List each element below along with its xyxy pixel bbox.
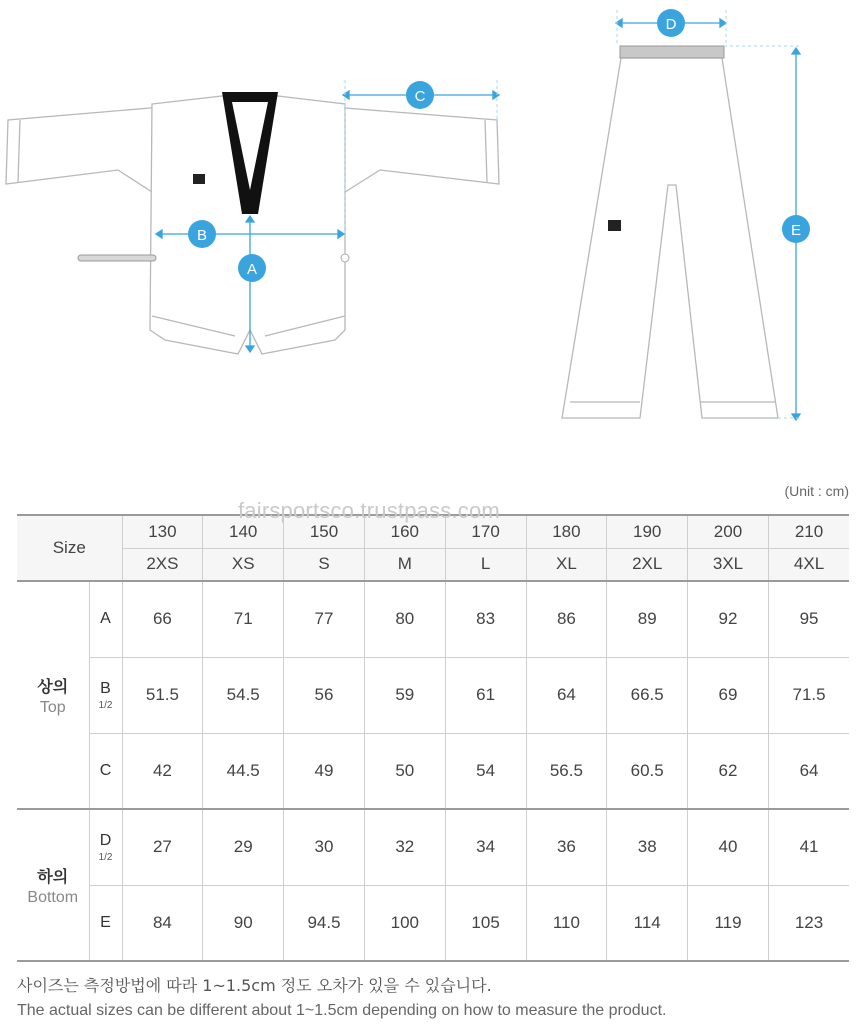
height-header: 140 <box>203 515 284 548</box>
uniform-measurement-diagram <box>0 0 857 450</box>
measurement-code: E <box>100 913 111 931</box>
label-b: B <box>196 227 208 244</box>
measurement-value: 105 <box>445 885 526 961</box>
size-chart-table <box>17 514 849 962</box>
header-row-heights <box>17 515 849 548</box>
top-label-korean: 상의 <box>37 676 69 696</box>
measurement-code: A <box>100 610 111 628</box>
measurement-value: 119 <box>688 885 769 961</box>
measurement-value: 123 <box>768 885 849 961</box>
button-icon <box>341 254 349 262</box>
measurement-value: 51.5 <box>122 657 203 733</box>
measurement-value: 38 <box>607 809 688 885</box>
height-header: 180 <box>526 515 607 548</box>
label-c: C <box>414 88 426 105</box>
measurement-value: 32 <box>364 809 445 885</box>
half-indicator: 1/2 <box>98 851 113 863</box>
size-label-header: M <box>364 548 445 581</box>
label-e-marker <box>782 215 810 243</box>
label-b-marker <box>188 220 216 248</box>
measurement-code: B <box>100 679 111 697</box>
label-e: E <box>790 222 802 239</box>
measurement-value: 90 <box>203 885 284 961</box>
measurement-value: 92 <box>688 581 769 657</box>
measurement-value: 34 <box>445 809 526 885</box>
table-row <box>17 885 849 961</box>
size-label-header: 4XL <box>768 548 849 581</box>
header-row-labels <box>17 548 849 581</box>
height-header: 190 <box>607 515 688 548</box>
measurement-value: 71 <box>203 581 284 657</box>
measurement-value: 59 <box>364 657 445 733</box>
measurement-value: 64 <box>768 733 849 809</box>
size-note-english: The actual sizes can be different about 1~1.5cm depending on how to measure the product. <box>17 1002 667 1019</box>
top-group-label <box>17 581 89 809</box>
measurement-value: 60.5 <box>607 733 688 809</box>
measurement-code: D <box>99 831 112 849</box>
pants-logo-icon <box>608 220 621 231</box>
size-label-header: S <box>284 548 365 581</box>
size-note-korean: 사이즈는 측정방법에 따라 1~1.5cm 정도 오차가 있을 수 있습니다. <box>17 976 492 995</box>
measurement-value: 30 <box>284 809 365 885</box>
measurement-value: 56.5 <box>526 733 607 809</box>
measurement-value: 44.5 <box>203 733 284 809</box>
measurement-value: 56 <box>284 657 365 733</box>
measurement-value: 110 <box>526 885 607 961</box>
measurement-value: 100 <box>364 885 445 961</box>
measurement-value: 40 <box>688 809 769 885</box>
measurement-value: 61 <box>445 657 526 733</box>
measurement-value: 54 <box>445 733 526 809</box>
measurement-value: 62 <box>688 733 769 809</box>
half-indicator: 1/2 <box>98 699 113 711</box>
measurement-value: 80 <box>364 581 445 657</box>
label-d-marker <box>657 9 685 37</box>
measurement-code-cell <box>89 809 122 885</box>
measurement-value: 84 <box>122 885 203 961</box>
table-row <box>17 581 849 657</box>
bottom-label-english: Bottom <box>27 888 79 906</box>
measurement-value: 71.5 <box>768 657 849 733</box>
measurement-code-cell <box>89 657 122 733</box>
measurement-code-cell <box>89 581 122 657</box>
size-header: Size <box>17 515 122 581</box>
measurement-value: 29 <box>203 809 284 885</box>
belt-tie <box>78 255 156 261</box>
waistband <box>620 46 724 58</box>
measurement-value: 94.5 <box>284 885 365 961</box>
measurement-value: 64 <box>526 657 607 733</box>
size-label-header: L <box>445 548 526 581</box>
pants-illustration <box>562 58 778 418</box>
size-label-header: 2XS <box>122 548 203 581</box>
unit-note: (Unit : cm) <box>784 483 849 499</box>
measurement-value: 83 <box>445 581 526 657</box>
height-header: 160 <box>364 515 445 548</box>
measurement-value: 36 <box>526 809 607 885</box>
measurement-value: 114 <box>607 885 688 961</box>
table-row <box>17 733 849 809</box>
table-row <box>17 809 849 885</box>
label-a-marker <box>238 254 266 282</box>
measurement-value: 69 <box>688 657 769 733</box>
watermark: fairsportsco.trustpass.com <box>238 498 500 523</box>
label-d: D <box>665 16 677 33</box>
bottom-group-label <box>17 809 89 961</box>
measurement-value: 42 <box>122 733 203 809</box>
measurement-value: 66 <box>122 581 203 657</box>
measurement-value: 66.5 <box>607 657 688 733</box>
measurement-code: C <box>99 761 112 779</box>
measurement-value: 77 <box>284 581 365 657</box>
label-c-marker <box>406 81 434 109</box>
measurement-code-cell <box>89 733 122 809</box>
size-label-header: 3XL <box>688 548 769 581</box>
height-header: 170 <box>445 515 526 548</box>
measurement-value: 54.5 <box>203 657 284 733</box>
size-label-header: XL <box>526 548 607 581</box>
label-a: A <box>246 261 258 278</box>
height-header: 200 <box>688 515 769 548</box>
height-header: 150 <box>284 515 365 548</box>
bottom-label-korean: 하의 <box>37 866 69 886</box>
measurement-value: 41 <box>768 809 849 885</box>
jacket-logo-icon <box>193 174 205 184</box>
top-label-english: Top <box>39 698 66 716</box>
size-label-header: 2XL <box>607 548 688 581</box>
measurement-code-cell <box>89 885 122 961</box>
height-header: 210 <box>768 515 849 548</box>
measurement-value: 50 <box>364 733 445 809</box>
jacket-illustration <box>6 96 499 354</box>
size-label-header: XS <box>203 548 284 581</box>
measurement-value: 89 <box>607 581 688 657</box>
measurement-value: 86 <box>526 581 607 657</box>
height-header: 130 <box>122 515 203 548</box>
measurement-value: 27 <box>122 809 203 885</box>
measurement-value: 49 <box>284 733 365 809</box>
table-row <box>17 657 849 733</box>
measurement-value: 95 <box>768 581 849 657</box>
